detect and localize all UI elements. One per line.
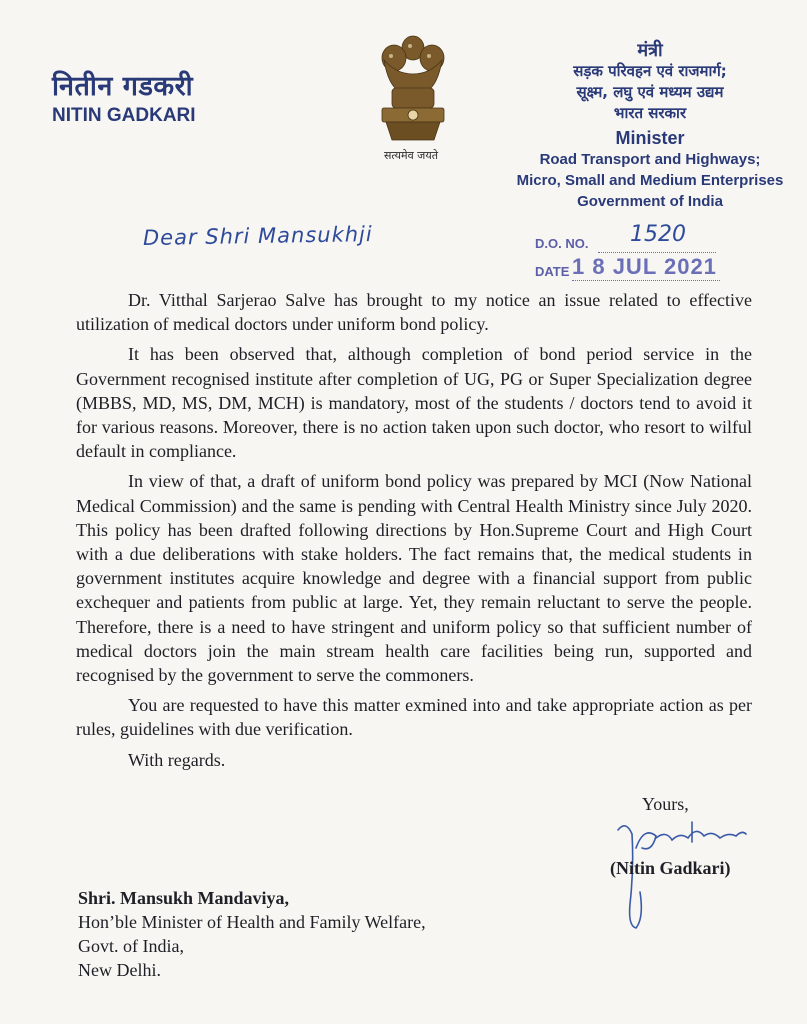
- do-number-label: D.O. NO.: [535, 236, 589, 251]
- designation-english-title: Minister: [615, 128, 685, 148]
- national-emblem-icon: [370, 30, 456, 148]
- valediction: Yours,: [642, 794, 689, 814]
- body-paragraph: In view of that, a draft of uniform bond policy was prepared by MCI (Now National Medical Commission) and the same is pending with Central Health Ministry since July 2020. This policy has been drafted following directions by Hon.Supreme Court and High Court with a due deliberations with stake holders. The fact remains that, the medical students in government institutes acquire knowledge and degree with a financial support from public exchequer and patients from public at large. Yet, they remain reluctant to serve the people. Therefore, there is a need to have stringent and uniform policy so that sufficient number of medical doctors join the main stream health care facilities being run, supported and recognised by the government to serve the commoners.: [76, 471, 752, 686]
- body-paragraph: It has been observed that, although completion of bond period service in the Government recognised institute after completion of UG, PG or Super Specialization degree (MBBS, MD, MS, DM, MCH) is mandatory, most of the students / doctors tend to avoid it for various reasons. Moreover, there is no action taken upon such doctor, who resort to wilful default in compliance.: [76, 344, 752, 462]
- addressee-name: Shri. Mansukh Mandaviya,: [78, 888, 290, 908]
- do-number-value: 1520: [630, 222, 686, 247]
- designation-hindi-title: मंत्री: [637, 40, 663, 61]
- addressee-block: [78, 886, 426, 982]
- designation-english-line: Micro, Small and Medium Enterprises: [516, 172, 784, 189]
- handwritten-salutation: Dear Shri Mansukhji: [142, 221, 373, 251]
- addressee-line: Govt. of India,: [78, 936, 184, 956]
- addressee-line: New Delhi.: [78, 960, 161, 980]
- date-label: DATE: [535, 264, 570, 279]
- date-stamp-value: 1 8 JUL 2021: [572, 254, 717, 279]
- body-paragraph: Dr. Vitthal Sarjerao Salve has brought to my notice an issue related to effective utilization of medical doctors under uniform bond policy.: [76, 290, 752, 335]
- designation-hindi-line: सड़क परिवहन एवं राजमार्ग;: [573, 62, 727, 80]
- letter-body: [76, 288, 752, 772]
- sender-name-hindi: नितीन गडकरी: [52, 71, 194, 102]
- body-closing-line: With regards.: [128, 749, 226, 770]
- designation-english-line: Government of India: [577, 193, 723, 210]
- signer-name: (Nitin Gadkari): [610, 858, 731, 878]
- designation-hindi-line: भारत सरकार: [613, 104, 687, 122]
- body-paragraph: You are requested to have this matter exmined into and take appropriate action as per rules, guidelines with due verification.: [76, 695, 752, 740]
- addressee-line: Hon’ble Minister of Health and Family Welfare,: [78, 912, 426, 932]
- do-number-dotted-line: [598, 252, 716, 253]
- designation-hindi-line: सूक्ष्म, लघु एवं मध्यम उद्यम: [576, 83, 724, 101]
- designation-english-line: Road Transport and Highways;: [539, 151, 761, 168]
- emblem-motto: सत्यमेव जयते: [383, 149, 438, 162]
- date-dotted-line: [572, 280, 720, 281]
- sender-name-english: NITIN GADKARI: [52, 105, 196, 126]
- designation-block: [505, 40, 795, 212]
